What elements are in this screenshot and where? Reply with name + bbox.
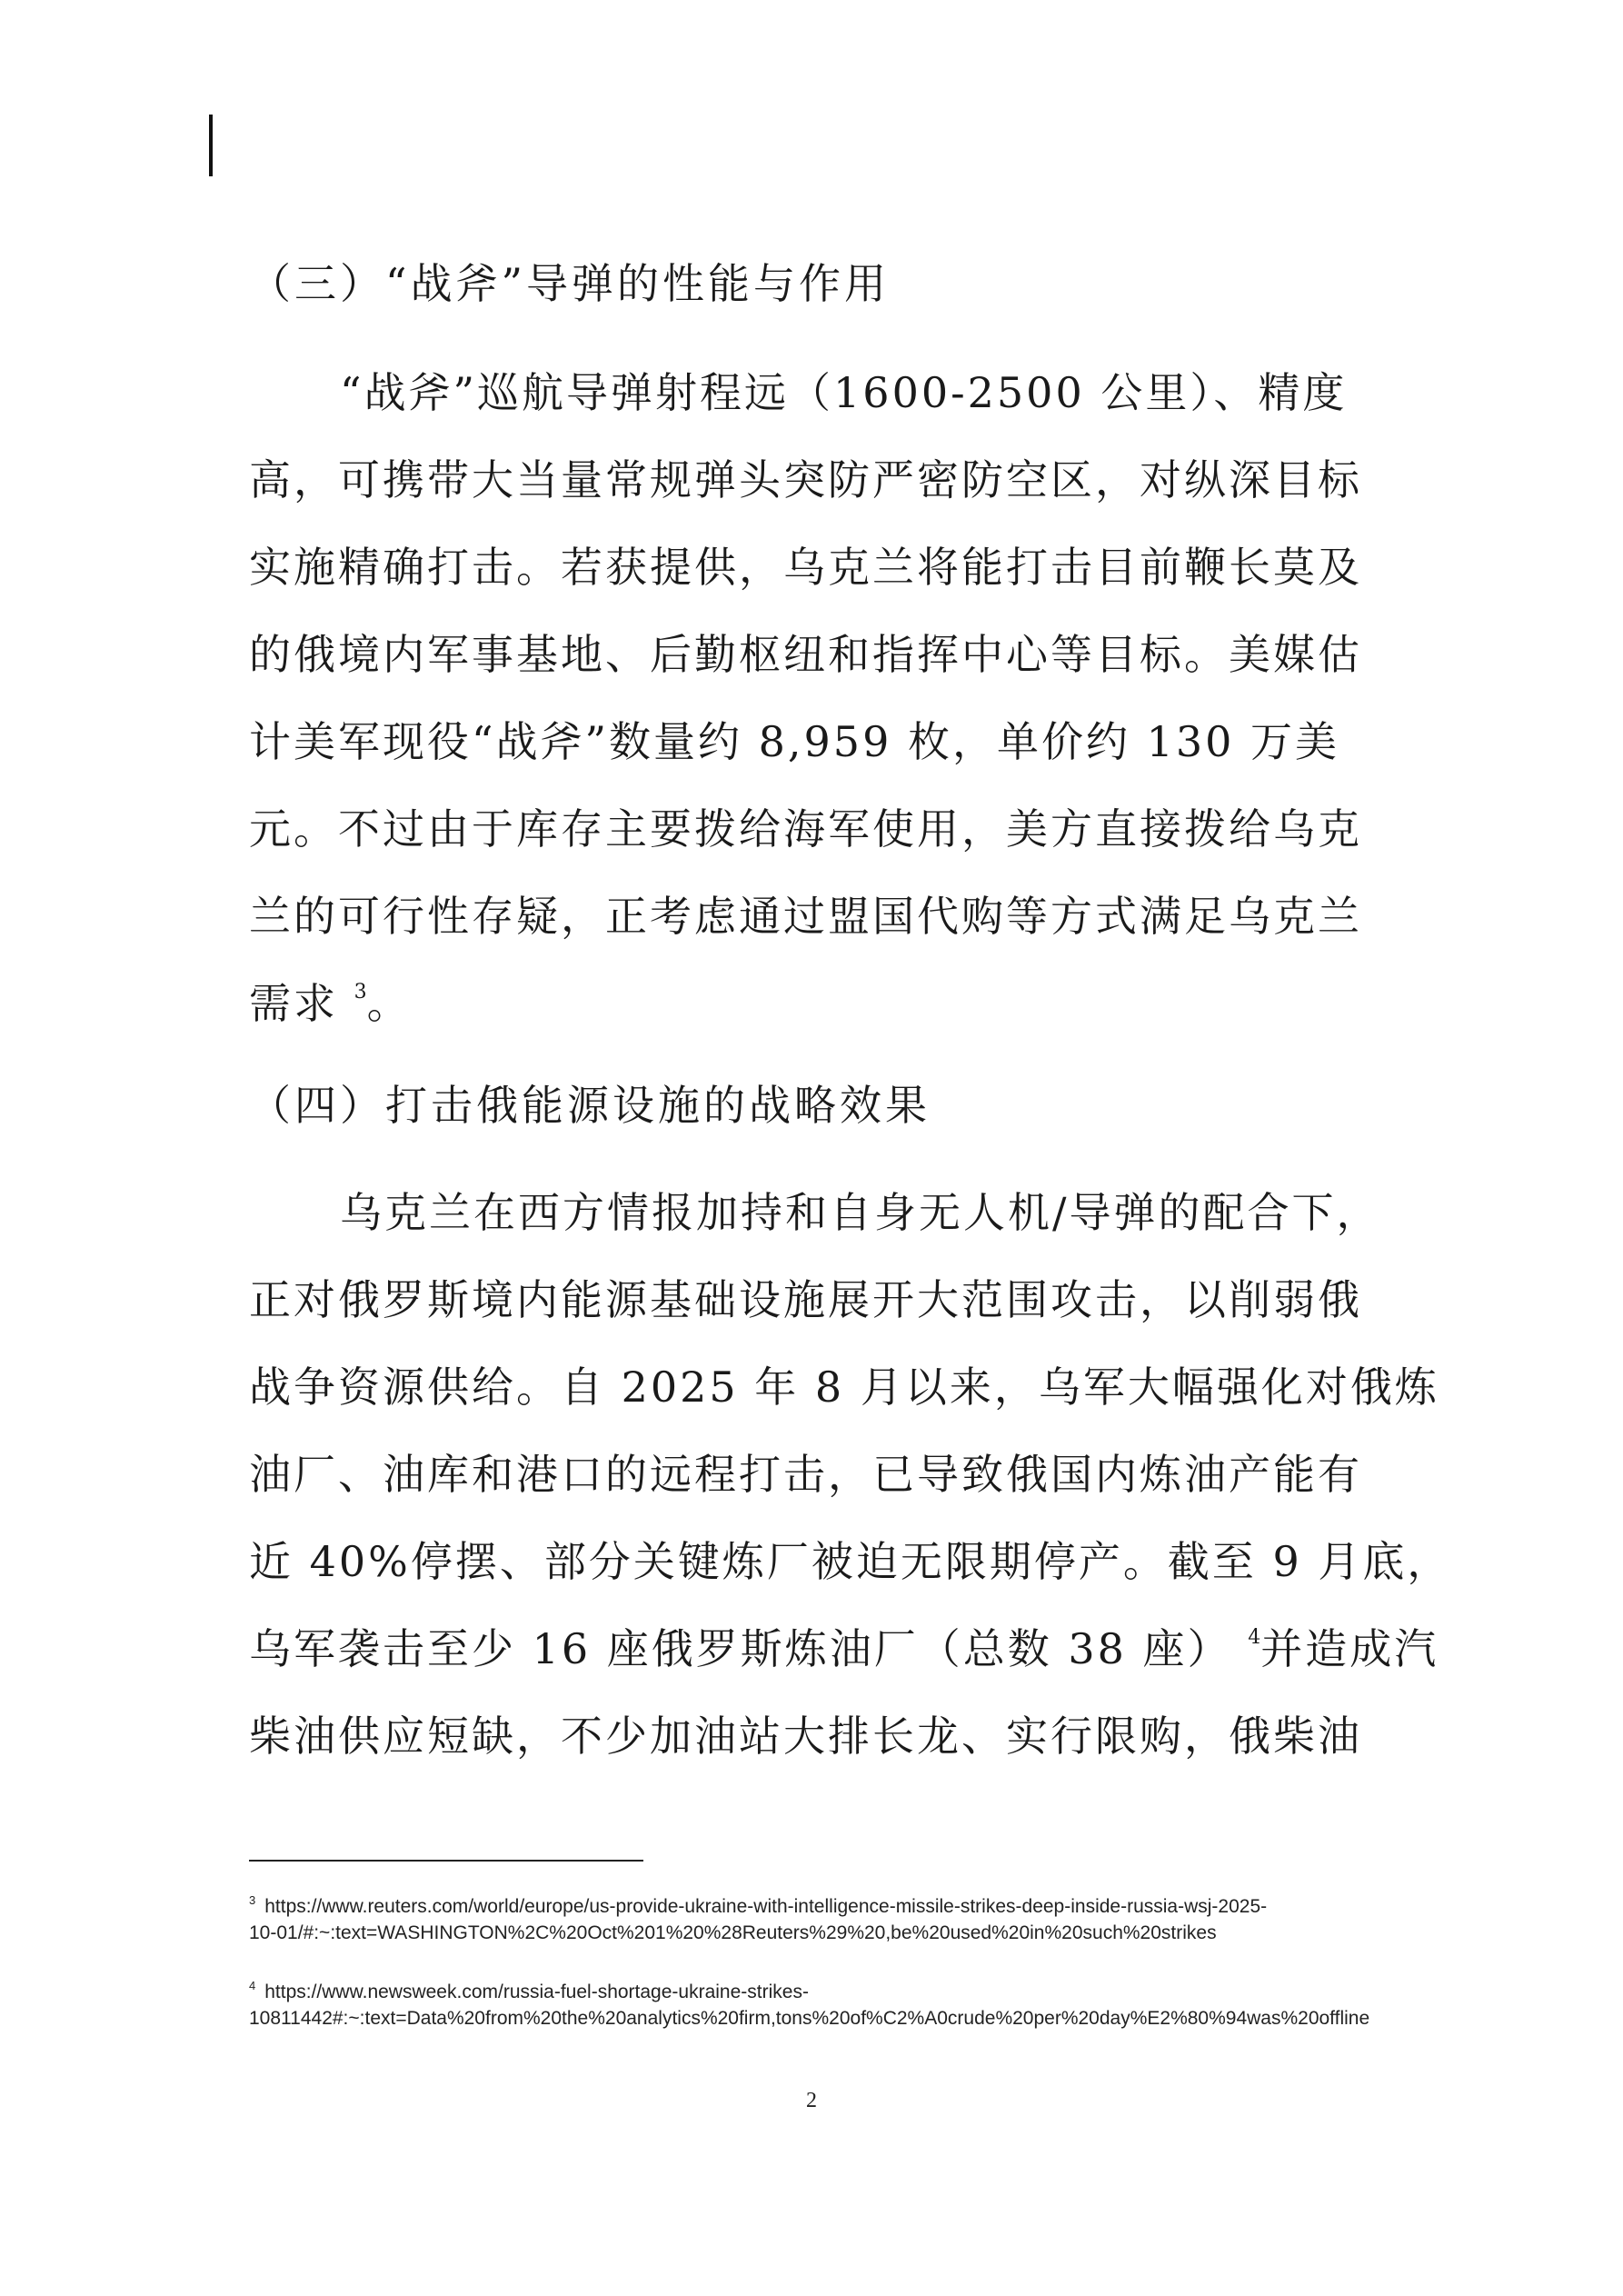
footnote-ref-3[interactable]: 3	[353, 981, 367, 1003]
footnote-ref-4[interactable]: 4	[1248, 1626, 1261, 1649]
section-heading-3: （三）“战斧”导弹的性能与作用	[249, 259, 891, 308]
section-heading-4: （四）打击俄能源设施的战略效果	[249, 1081, 931, 1130]
footnote-3-line-1[interactable]	[249, 1887, 1267, 1921]
footnote-separator	[249, 1860, 643, 1862]
paragraph-line: 实施精确打击。若获提供，乌克兰将能打击目前鞭长莫及	[249, 543, 1362, 592]
paragraph-line: 元。不过由于库存主要拨给海军使用，美方直接拨给乌克	[249, 804, 1362, 854]
paragraph-line	[249, 978, 412, 1029]
footnote-url[interactable]: https://www.newsweek.com/russia-fuel-shortage-ukraine-strikes-	[264, 1982, 809, 2002]
paragraph-line	[249, 1623, 1439, 1674]
page-number: 2	[806, 2089, 817, 2112]
paragraph-line: 乌克兰在西方情报加持和自身无人机/导弹的配合下，	[340, 1188, 1381, 1237]
footnote-3-line-2[interactable]: 10-01/#:~:text=WASHINGTON%2C%20Oct%201%20%28Reuters%29%20,be%20used%20in%20such%20strikes	[249, 1922, 1217, 1943]
paragraph-line: 兰的可行性存疑，正考虑通过盟国代购等方式满足乌克兰	[249, 892, 1362, 941]
paragraph-line: 近 40%停摆、部分关键炼厂被迫无限期停产。截至 9 月底，	[249, 1537, 1452, 1586]
paragraph-line: 正对俄罗斯境内能源基础设施展开大范围攻击，以削弱俄	[249, 1275, 1362, 1324]
line-text: 。	[366, 979, 412, 1028]
text-cursor-mark	[209, 115, 213, 176]
paragraph-line: “战斧”巡航导弹射程远（1600-2500 公里）、精度	[340, 368, 1348, 417]
paragraph-line: 战争资源供给。自 2025 年 8 月以来，乌军大幅强化对俄炼	[249, 1363, 1439, 1412]
paragraph-line: 柴油供应短缺，不少加油站大排长龙、实行限购，俄柴油	[249, 1712, 1362, 1761]
footnote-number: 3	[249, 1893, 256, 1907]
paragraph-line: 高，可携带大当量常规弹头突防严密防空区，对纵深目标	[249, 455, 1362, 504]
paragraph-line: 的俄境内军事基地、后勤枢纽和指挥中心等目标。美媒估	[249, 630, 1362, 679]
footnote-4-line-1[interactable]	[249, 1972, 809, 2006]
footnote-4-line-2[interactable]: 10811442#:~:text=Data%20from%20the%20analytics%20firm,tons%20of%C2%A0crude%20per%20day%E2%80%94was%20offline	[249, 2008, 1370, 2029]
paragraph-line: 油厂、油库和港口的远程打击，已导致俄国内炼油产能有	[249, 1450, 1362, 1499]
line-text: 需求	[249, 979, 354, 1028]
line-text: 乌军袭击至少 16 座俄罗斯炼油厂（总数 38 座）	[249, 1624, 1249, 1673]
paragraph-line: 计美军现役“战斧”数量约 8,959 枚，单价约 130 万美	[249, 717, 1340, 766]
footnote-url[interactable]: https://www.reuters.com/world/europe/us-provide-ukraine-with-intelligence-missile-strikes-deep-inside-russia-wsj-2025-	[264, 1896, 1268, 1917]
footnote-number: 4	[249, 1979, 256, 1992]
line-text: 并造成汽	[1260, 1624, 1439, 1673]
